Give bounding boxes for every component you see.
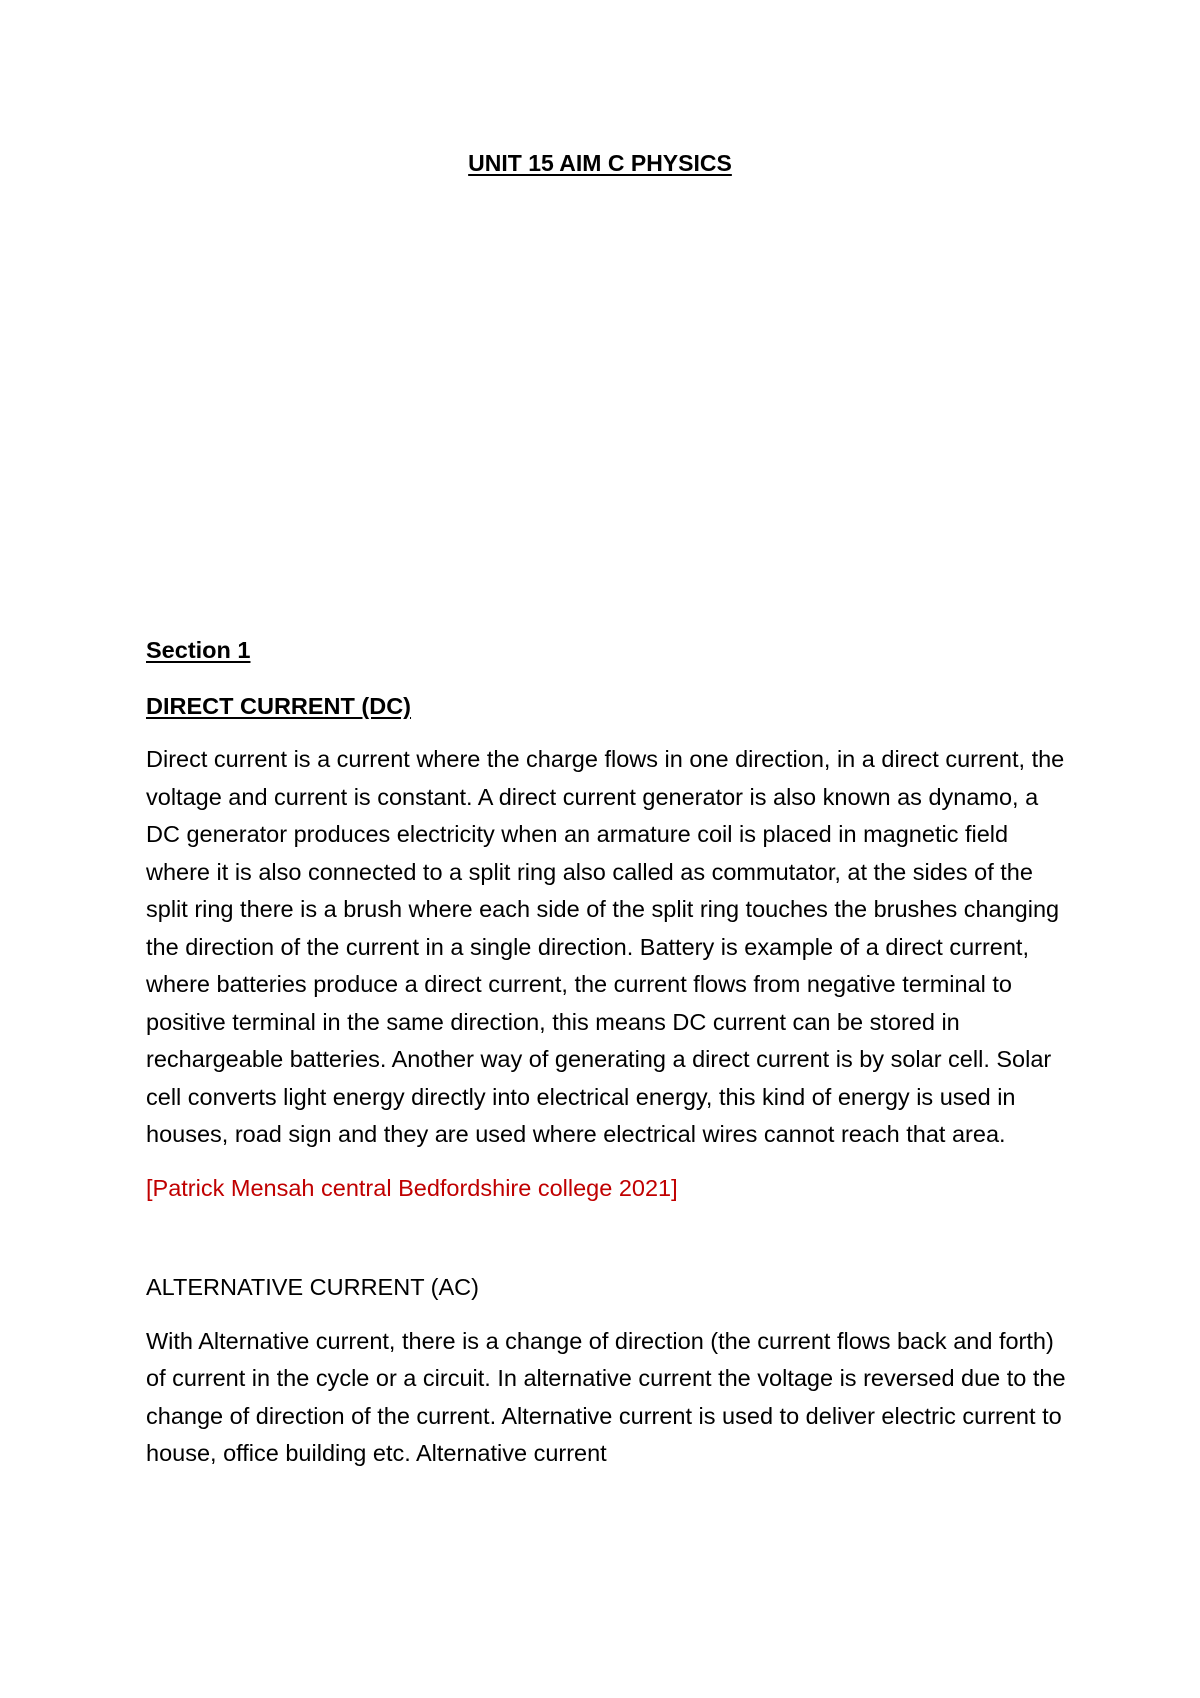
dc-paragraph: Direct current is a current where the charge flows in one direction, in a direct current, the voltage and current is constant. A direct current generator is also known as dynamo, a DC generator produces electricity when an armature coil is placed in magnetic field where it is also connected to a split ring also called as commutator, at the sides of the split ring there is a brush where each side of the split ring touches the brushes changing the direction of the current in a single direction. Battery is example of a direct current, where batteries produce a direct current, the current flows from negative terminal to positive terminal in the same direction, this means DC current can be stored in rechargeable batteries. Another way of generating a direct current is by solar cell. Solar cell converts light energy directly into electrical energy, this kind of energy is used in houses, road sign and they are used where electrical wires cannot reach that area. [146, 746, 1065, 1147]
dc-citation: [Patrick Mensah central Bedfordshire college 2021] [146, 1174, 678, 1201]
section-label: Section 1 [146, 637, 251, 663]
document-title: UNIT 15 AIM C PHYSICS [468, 150, 732, 176]
ac-heading: ALTERNATIVE CURRENT (AC) [146, 1274, 479, 1300]
ac-paragraph: With Alternative current, there is a change of direction (the current flows back and forth) of current in the cycle or a circuit. In alternative current the voltage is reversed due to the change of direction of the current. Alternative current is used to deliver electric current to house, office building etc. Alternative current [146, 1327, 1066, 1466]
document-body [146, 632, 1070, 1489]
dc-heading: DIRECT CURRENT (DC) [146, 692, 412, 719]
